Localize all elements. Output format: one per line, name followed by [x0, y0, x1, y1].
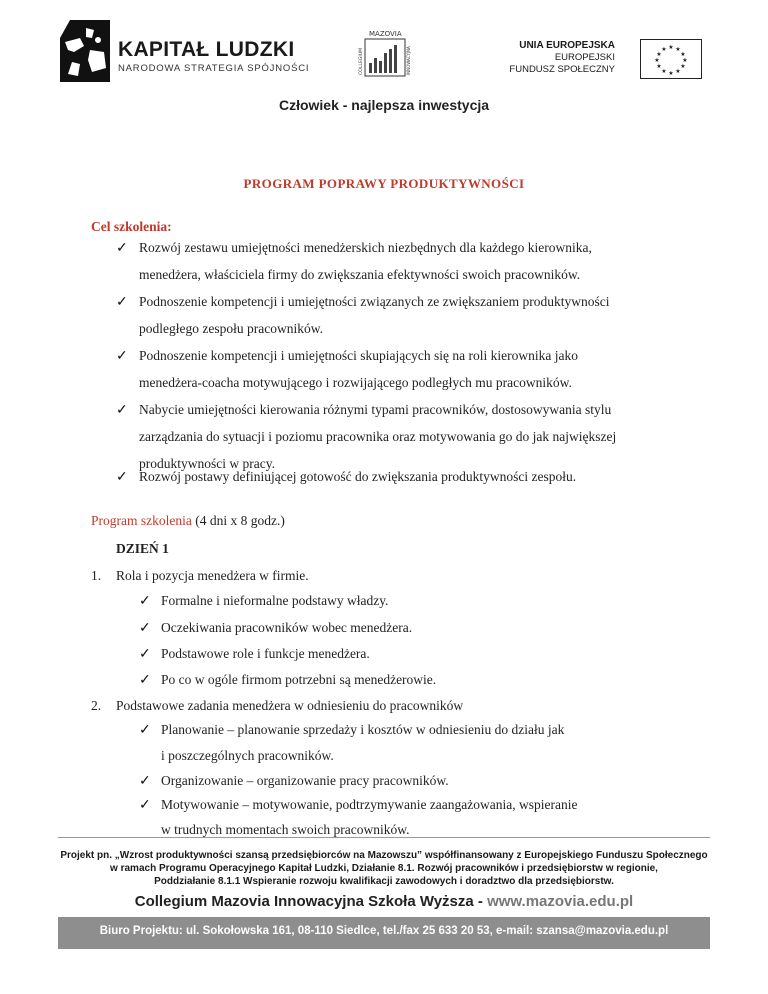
- topic-1-sub-3: Podstawowe role i funkcje menedżera.: [161, 646, 370, 661]
- collegium-mazovia-logo-icon: [355, 27, 415, 80]
- svg-text:★: ★: [661, 46, 667, 53]
- checkmark-icon: ✓: [116, 470, 128, 485]
- checkmark-icon: ✓: [139, 594, 151, 609]
- svg-text:★: ★: [661, 68, 667, 75]
- goal-item-2-line-1: Podnoszenie kompetencji i umiejętności związanych ze zwiększaniem produktywności: [139, 294, 610, 309]
- kapital-ludzki-title: KAPITAŁ LUDZKI: [118, 38, 295, 61]
- checkmark-icon: ✓: [139, 774, 151, 789]
- svg-text:★: ★: [668, 44, 674, 51]
- topic-2-sub-3-line-2: w trudnych momentach swoich pracowników.: [161, 822, 410, 837]
- mazovia-logo-side-text: COLLEGIUM: [359, 47, 364, 75]
- program-heading: [91, 513, 285, 529]
- eu-text-block: [509, 40, 615, 76]
- svg-text:★: ★: [675, 46, 681, 53]
- document-title: PROGRAM POPRAWY PRODUKTYWNOŚCI: [243, 176, 525, 191]
- checkmark-icon: ✓: [116, 295, 128, 310]
- eu-flag-icon: [640, 39, 702, 79]
- topic-1-sub-2: Oczekiwania pracowników wobec menedżera.: [161, 620, 413, 635]
- topic-1-number: 1.: [91, 568, 102, 583]
- checkmark-icon: ✓: [139, 621, 151, 636]
- topic-2-sub-1-line-2: i poszczególnych pracowników.: [161, 748, 334, 763]
- topic-1-title: Rola i pozycja menedżera w firmie.: [116, 568, 309, 583]
- goal-item-4-line-1: Nabycie umiejętności kierowania różnymi typami pracowników, dostosowywania stylu: [139, 402, 612, 417]
- footer-project-line-2: w ramach Programu Operacyjnego Kapitał Ludzki, Działanie 8.1. Rozwój pracowników i przedsiębiorstw w regionie,: [110, 863, 658, 874]
- footer-divider: [58, 837, 710, 838]
- topic-2-sub-3-line-1: Motywowanie – motywowanie, podtrzymywanie zaangażowania, wspieranie: [161, 797, 578, 812]
- topic-2-sub-1-line-1: Planowanie – planowanie sprzedaży i kosztów w odniesieniu do działu jak: [161, 722, 565, 737]
- mazovia-logo-text: MAZOVIA: [369, 30, 402, 38]
- goal-item-2-line-2: podległego zespołu pracowników.: [139, 321, 323, 336]
- checkmark-icon: ✓: [116, 349, 128, 364]
- svg-text:★: ★: [675, 68, 681, 75]
- goal-item-1-line-1: Rozwój zestawu umiejętności menedżerskich niezbędnych dla każdego kierownika,: [139, 240, 592, 255]
- checkmark-icon: ✓: [139, 798, 151, 813]
- footer-project-line-1: Projekt pn. „Wzrost produktywności szansą przedsiębiorców na Mazowszu” współfinansowany z Europejskiego Funduszu Społecznego: [60, 850, 708, 861]
- program-heading-note: (4 dni x 8 godz.): [191, 513, 285, 528]
- eu-line-1: UNIA EUROPEJSKA: [519, 40, 615, 51]
- svg-text:★: ★: [656, 51, 662, 58]
- footer-office-address: Biuro Projektu: ul. Sokołowska 161, 08-110 Siedlce, tel./fax 25 633 20 53, e-mail: szansa@mazovia.edu.pl: [99, 925, 669, 937]
- topic-2-sub-2: Organizowanie – organizowanie pracy pracowników.: [161, 773, 449, 788]
- goal-item-4-line-2: zarządzania do sytuacji i poziomu pracownika oraz motywowania go do jak największej: [139, 429, 617, 444]
- svg-text:★: ★: [668, 70, 674, 77]
- goal-item-5-line-1: Rozwój postawy definiującej gotowość do zwiększania produktywności zespołu.: [139, 469, 577, 484]
- eu-line-3: FUNDUSZ SPOŁECZNY: [509, 64, 615, 75]
- goal-item-3-line-2: menedżera-coacha motywującego i rozwijającego podległych mu pracowników.: [139, 375, 572, 390]
- checkmark-icon: ✓: [139, 723, 151, 738]
- day-heading: DZIEŃ 1: [116, 541, 169, 556]
- checkmark-icon: ✓: [139, 673, 151, 688]
- svg-text:★: ★: [682, 57, 688, 64]
- topic-2-title: Podstawowe zadania menedżera w odniesieniu do pracowników: [116, 698, 464, 713]
- goal-item-4-line-3: produktywności w pracy.: [139, 456, 275, 471]
- goals-heading: Cel szkolenia:: [91, 219, 172, 234]
- footer-college-name: Collegium Mazovia Innowacyjna Szkoła Wyższa -: [134, 893, 488, 910]
- footer-project-info: [0, 849, 768, 888]
- program-heading-label: Program szkolenia: [91, 513, 192, 528]
- svg-text:★: ★: [654, 57, 660, 64]
- eu-line-2: EUROPEJSKI: [554, 52, 615, 63]
- checkmark-icon: ✓: [116, 241, 128, 256]
- checkmark-icon: ✓: [116, 403, 128, 418]
- kapital-ludzki-subtitle: NARODOWA STRATEGIA SPÓJNOŚCI: [118, 63, 310, 74]
- footer-project-line-3: Poddziałanie 8.1.1 Wspieranie rozwoju kwalifikacji zawodowych i doradztwo dla przedsiębiorstw.: [154, 876, 614, 887]
- kapital-ludzki-logo-icon: [60, 20, 110, 82]
- checkmark-icon: ✓: [139, 647, 151, 662]
- goal-item-1-line-2: menedżera, właściciela firmy do zwiększania efektywności swoich pracowników.: [139, 267, 581, 282]
- footer-college: [0, 893, 768, 910]
- topic-2-number: 2.: [91, 698, 102, 713]
- mazovia-logo-side-text-2: INNOWACYJNA: [406, 46, 411, 75]
- goal-item-3-line-1: Podnoszenie kompetencji i umiejętności skupiających się na roli kierownika jako: [139, 348, 579, 363]
- slogan: Człowiek - najlepsza inwestycja: [278, 97, 490, 113]
- svg-text:★: ★: [680, 63, 686, 70]
- svg-text:★: ★: [680, 51, 686, 58]
- topic-1-sub-4: Po co w ogóle firmom potrzebni są menedżerowie.: [161, 672, 437, 687]
- footer-website-link[interactable]: www.mazovia.edu.pl: [487, 893, 634, 910]
- topic-1-sub-1: Formalne i nieformalne podstawy władzy.: [161, 593, 389, 608]
- svg-text:★: ★: [656, 63, 662, 70]
